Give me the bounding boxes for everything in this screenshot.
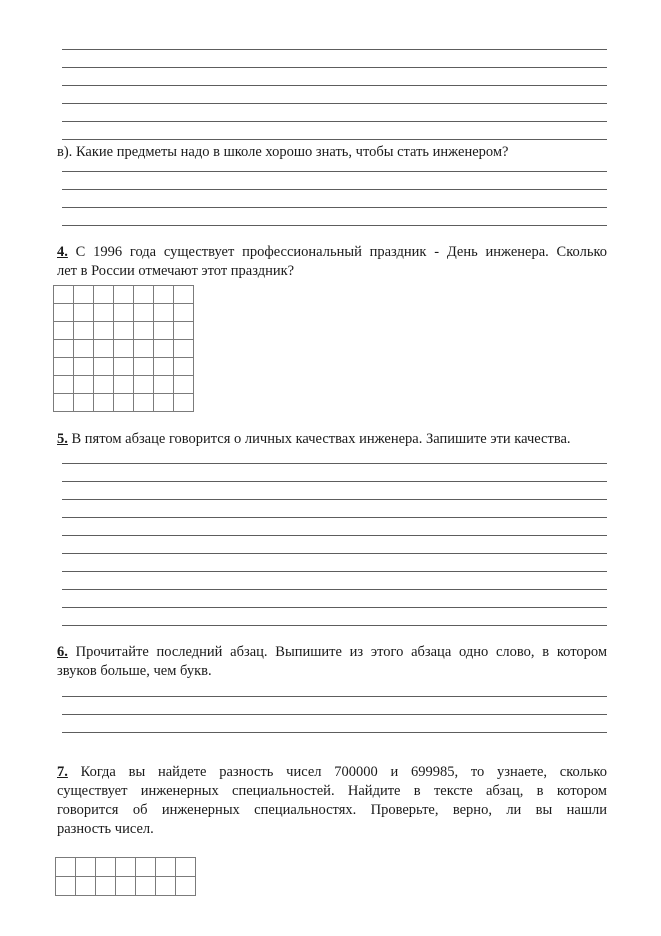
- answer-line: [62, 715, 607, 733]
- grid-cell: [134, 340, 154, 358]
- grid-cell: [74, 394, 94, 412]
- grid-cell: [114, 376, 134, 394]
- answer-line: [62, 68, 607, 86]
- answer-line: [62, 104, 607, 122]
- question-5-number: 5.: [57, 431, 68, 447]
- answer-line: [62, 172, 607, 190]
- answer-grid-q4: [53, 285, 194, 412]
- answer-line: [62, 482, 607, 500]
- answer-line: [62, 572, 607, 590]
- question-4-text-1: С 1996 года существует профессиональный праздник - День инженера. Сколько: [75, 244, 608, 260]
- grid-cell: [174, 304, 194, 322]
- grid-cell: [174, 376, 194, 394]
- grid-cell: [174, 340, 194, 358]
- grid-cell: [154, 304, 174, 322]
- grid-cell: [176, 877, 196, 896]
- grid-cell: [94, 394, 114, 412]
- question-7-line-4: разность чисел.: [57, 821, 154, 837]
- answer-line: [62, 32, 607, 50]
- question-v-label: в).: [57, 144, 73, 160]
- answer-grid-q7: [55, 857, 196, 896]
- grid-cell: [54, 304, 74, 322]
- grid-cell: [94, 358, 114, 376]
- question-4-line-1: [57, 243, 607, 262]
- grid-cell: [96, 858, 116, 877]
- grid-cell: [154, 340, 174, 358]
- grid-cell: [74, 322, 94, 340]
- grid-cell: [74, 376, 94, 394]
- grid-cell: [56, 858, 76, 877]
- question-7-line-1: [57, 763, 607, 782]
- answer-line: [62, 554, 607, 572]
- grid-cell: [94, 304, 114, 322]
- grid-cell: [154, 394, 174, 412]
- grid-cell: [54, 322, 74, 340]
- answer-line: [62, 86, 607, 104]
- grid-cell: [134, 376, 154, 394]
- grid-cell: [94, 340, 114, 358]
- grid-cell: [134, 394, 154, 412]
- question-7-line-2: существует инженерных специальностей. Найдите в тексте абзац, в котором: [57, 783, 607, 799]
- answer-line: [62, 590, 607, 608]
- question-7-text-1: Когда вы найдете разность чисел 700000 и 699985, то узнаете, сколько: [80, 764, 607, 780]
- question-6-line-2: звуков больше, чем букв.: [57, 663, 212, 679]
- grid-cell: [96, 877, 116, 896]
- answer-line: [62, 122, 607, 140]
- grid-cell: [56, 877, 76, 896]
- grid-cell: [76, 858, 96, 877]
- grid-cell: [154, 358, 174, 376]
- grid-cell: [114, 340, 134, 358]
- grid-cell: [136, 858, 156, 877]
- question-6: [57, 643, 607, 681]
- question-5: [57, 430, 607, 449]
- grid-cell: [174, 286, 194, 304]
- grid-cell: [54, 376, 74, 394]
- grid-cell: [156, 877, 176, 896]
- question-4: [57, 243, 607, 281]
- grid-cell: [94, 286, 114, 304]
- grid-cell: [176, 858, 196, 877]
- answer-line: [62, 464, 607, 482]
- question-7-number: 7.: [57, 764, 68, 780]
- grid-cell: [116, 877, 136, 896]
- grid-cell: [54, 394, 74, 412]
- answer-lines-after-v: [57, 154, 607, 226]
- question-v-text: Какие предметы надо в школе хорошо знать, чтобы стать инженером?: [75, 144, 509, 160]
- grid-cell: [154, 376, 174, 394]
- question-6-text-1: Прочитайте последний абзац. Выпишите из этого абзаца одно слово, в котором: [75, 644, 607, 660]
- grid-cell: [54, 340, 74, 358]
- grid-cell: [74, 358, 94, 376]
- grid-cell: [74, 286, 94, 304]
- answer-lines-after-q6: [57, 679, 607, 733]
- question-5-line: [57, 430, 607, 449]
- question-4-line-2: лет в России отмечают этот праздник?: [57, 263, 295, 279]
- question-5-text: В пятом абзаце говорится о личных качествах инженера. Запишите эти качества.: [71, 431, 571, 447]
- answer-line: [62, 190, 607, 208]
- grid-cell: [114, 286, 134, 304]
- answer-line: [62, 208, 607, 226]
- question-4-number: 4.: [57, 244, 68, 260]
- question-6-line-1: [57, 643, 607, 662]
- answer-line: [62, 518, 607, 536]
- grid-cell: [74, 304, 94, 322]
- grid-cell: [114, 394, 134, 412]
- answer-line: [62, 697, 607, 715]
- grid-cell: [156, 858, 176, 877]
- answer-line: [62, 50, 607, 68]
- grid-cell: [114, 358, 134, 376]
- grid-cell: [134, 304, 154, 322]
- grid-cell: [114, 304, 134, 322]
- grid-cell: [114, 322, 134, 340]
- grid-cell: [74, 340, 94, 358]
- grid-cell: [134, 286, 154, 304]
- grid-cell: [134, 322, 154, 340]
- question-7-line-3: говорится об инженерных специальностях. Проверьте, верно, ли вы нашли: [57, 802, 607, 818]
- answer-line: [62, 679, 607, 697]
- grid-cell: [76, 877, 96, 896]
- question-7: [57, 763, 607, 839]
- grid-cell: [174, 358, 194, 376]
- grid-cell: [116, 858, 136, 877]
- answer-line: [62, 500, 607, 518]
- grid-cell: [54, 286, 74, 304]
- answer-lines-top: [57, 32, 607, 140]
- grid-cell: [54, 358, 74, 376]
- answer-lines-after-q5: [57, 446, 607, 626]
- question-6-number: 6.: [57, 644, 68, 660]
- grid-cell: [134, 358, 154, 376]
- grid-cell: [94, 322, 114, 340]
- grid-cell: [174, 394, 194, 412]
- grid-cell: [174, 322, 194, 340]
- grid-cell: [154, 322, 174, 340]
- grid-cell: [136, 877, 156, 896]
- grid-cell: [94, 376, 114, 394]
- grid-cell: [154, 286, 174, 304]
- answer-line: [62, 536, 607, 554]
- answer-line: [62, 608, 607, 626]
